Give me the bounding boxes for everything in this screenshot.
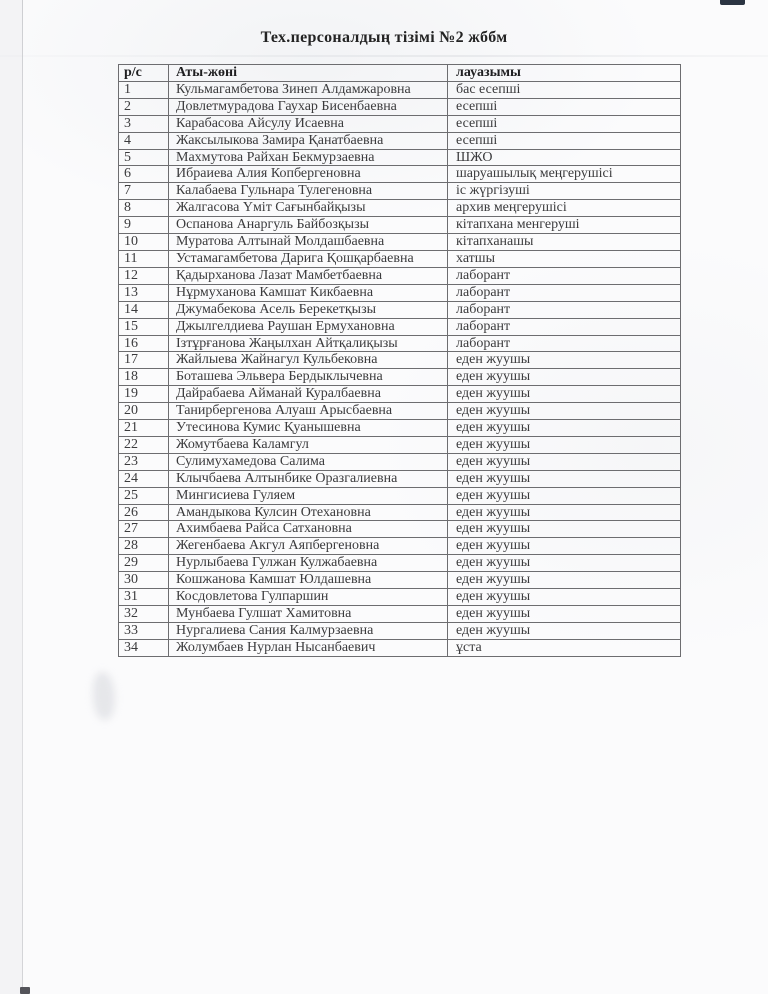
personnel-table	[118, 64, 681, 657]
person-position: есепші	[448, 132, 681, 149]
row-number: 12	[119, 267, 169, 284]
table-row	[119, 267, 681, 284]
person-position: архив меңгерушісі	[448, 200, 681, 217]
person-name: Оспанова Анаргуль Байбозқызы	[169, 217, 448, 234]
person-name: Боташева Эльвера Бердыклычевна	[169, 369, 448, 386]
person-name: Кошжанова Камшат Юлдашевна	[169, 572, 448, 589]
table-row	[119, 622, 681, 639]
row-number: 10	[119, 234, 169, 251]
row-number: 6	[119, 166, 169, 183]
row-number: 25	[119, 487, 169, 504]
person-position: кітапхана менгеруші	[448, 217, 681, 234]
person-position: лаборант	[448, 284, 681, 301]
table-row	[119, 504, 681, 521]
table-row	[119, 284, 681, 301]
table-row	[119, 436, 681, 453]
row-number: 26	[119, 504, 169, 521]
row-number: 21	[119, 420, 169, 437]
person-position: еден жуушы	[448, 487, 681, 504]
person-name: Ізтұрғанова Жаңылхан Айтқалиқызы	[169, 335, 448, 352]
person-position: еден жуушы	[448, 538, 681, 555]
table-row	[119, 555, 681, 572]
table-row	[119, 420, 681, 437]
table-row	[119, 606, 681, 623]
person-name: Жомутбаева Каламгул	[169, 436, 448, 453]
person-position: еден жуушы	[448, 453, 681, 470]
scan-streak	[0, 55, 768, 57]
person-position: еден жуушы	[448, 386, 681, 403]
row-number: 19	[119, 386, 169, 403]
column-header-number: р/с	[119, 65, 169, 82]
table-row	[119, 403, 681, 420]
row-number: 34	[119, 639, 169, 656]
scan-artifact-bottom-left	[20, 987, 30, 994]
person-name: Жалгасова Үміт Сағынбайқызы	[169, 200, 448, 217]
table-row	[119, 352, 681, 369]
row-number: 11	[119, 250, 169, 267]
person-position: ШЖО	[448, 149, 681, 166]
table-row	[119, 98, 681, 115]
row-number: 15	[119, 318, 169, 335]
scan-left-margin	[0, 0, 22, 994]
table-header-row	[119, 65, 681, 82]
row-number: 5	[119, 149, 169, 166]
table-row	[119, 521, 681, 538]
person-name: Амандыкова Кулсин Отехановна	[169, 504, 448, 521]
person-name: Устамагамбетова Дарига Қошқарбаевна	[169, 250, 448, 267]
row-number: 14	[119, 301, 169, 318]
person-position: еден жуушы	[448, 504, 681, 521]
row-number: 28	[119, 538, 169, 555]
row-number: 32	[119, 606, 169, 623]
table-row	[119, 318, 681, 335]
person-position: кітапханашы	[448, 234, 681, 251]
person-name: Танирбергенова Алуаш Арысбаевна	[169, 403, 448, 420]
column-header-position: лауазымы	[448, 65, 681, 82]
table-row	[119, 453, 681, 470]
person-name: Муратова Алтынай Молдашбаевна	[169, 234, 448, 251]
table-row	[119, 149, 681, 166]
person-name: Джылгелдиева Раушан Ермухановна	[169, 318, 448, 335]
person-position: еден жуушы	[448, 470, 681, 487]
person-name: Жайлыева Жайнагул Кульбековна	[169, 352, 448, 369]
person-name: Калабаева Гульнара Тулегеновна	[169, 183, 448, 200]
person-position: лаборант	[448, 335, 681, 352]
person-name: Джумабекова Асель Берекетқызы	[169, 301, 448, 318]
row-number: 17	[119, 352, 169, 369]
table-row	[119, 81, 681, 98]
table-row	[119, 301, 681, 318]
person-position: еден жуушы	[448, 352, 681, 369]
person-position: ұста	[448, 639, 681, 656]
person-name: Дайрабаева Айманай Куралбаевна	[169, 386, 448, 403]
row-number: 1	[119, 81, 169, 98]
person-position: еден жуушы	[448, 555, 681, 572]
document-title: Тех.персоналдың тізімі №2 жббм	[260, 29, 508, 46]
person-position: еден жуушы	[448, 436, 681, 453]
person-position: лаборант	[448, 318, 681, 335]
table-row	[119, 369, 681, 386]
person-position: еден жуушы	[448, 521, 681, 538]
row-number: 18	[119, 369, 169, 386]
person-name: Ибраиева Алия Копбергеновна	[169, 166, 448, 183]
person-position: шаруашылық меңгерушісі	[448, 166, 681, 183]
row-number: 9	[119, 217, 169, 234]
row-number: 4	[119, 132, 169, 149]
row-number: 31	[119, 589, 169, 606]
table-body	[119, 81, 681, 656]
table-row	[119, 589, 681, 606]
person-name: Мингисиева Гуляем	[169, 487, 448, 504]
column-header-name: Аты-жөні	[169, 65, 448, 82]
person-name: Нұрмуханова Камшат Кикбаевна	[169, 284, 448, 301]
table-row	[119, 234, 681, 251]
table-row	[119, 538, 681, 555]
person-position: еден жуушы	[448, 622, 681, 639]
row-number: 20	[119, 403, 169, 420]
person-position: есепші	[448, 115, 681, 132]
row-number: 30	[119, 572, 169, 589]
person-position: еден жуушы	[448, 369, 681, 386]
table-row	[119, 572, 681, 589]
table-row	[119, 335, 681, 352]
table-header	[119, 65, 681, 82]
row-number: 2	[119, 98, 169, 115]
person-name: Махмутова Райхан Бекмурзаевна	[169, 149, 448, 166]
person-name: Жаксылыкова Замира Қанатбаевна	[169, 132, 448, 149]
person-name: Кульмагамбетова Зинеп Алдамжаровна	[169, 81, 448, 98]
table-row	[119, 470, 681, 487]
row-number: 29	[119, 555, 169, 572]
person-name: Довлетмурадова Гаухар Бисенбаевна	[169, 98, 448, 115]
table-row	[119, 183, 681, 200]
table-row	[119, 200, 681, 217]
row-number: 16	[119, 335, 169, 352]
scan-artifact-top-right	[720, 0, 745, 5]
table-row	[119, 639, 681, 656]
person-name: Мунбаева Гулшат Хамитовна	[169, 606, 448, 623]
person-name: Утесинова Кумис Қуанышевна	[169, 420, 448, 437]
table-row	[119, 115, 681, 132]
table-row	[119, 217, 681, 234]
person-name: Карабасова Айсулу Исаевна	[169, 115, 448, 132]
row-number: 22	[119, 436, 169, 453]
table-row	[119, 132, 681, 149]
person-position: бас есепші	[448, 81, 681, 98]
row-number: 27	[119, 521, 169, 538]
row-number: 33	[119, 622, 169, 639]
table-row	[119, 487, 681, 504]
person-position: іс жүргізуші	[448, 183, 681, 200]
person-position: еден жуушы	[448, 589, 681, 606]
person-position: еден жуушы	[448, 420, 681, 437]
row-number: 13	[119, 284, 169, 301]
row-number: 7	[119, 183, 169, 200]
person-position: еден жуушы	[448, 572, 681, 589]
person-name: Қадырханова Лазат Мамбетбаевна	[169, 267, 448, 284]
person-name: Косдовлетова Гулпаршин	[169, 589, 448, 606]
person-name: Жолумбаев Нурлан Нысанбаевич	[169, 639, 448, 656]
table-row	[119, 386, 681, 403]
person-name: Клычбаева Алтынбике Оразгалиевна	[169, 470, 448, 487]
person-name: Нурлыбаева Гулжан Кулжабаевна	[169, 555, 448, 572]
person-name: Нургалиева Сания Калмурзаевна	[169, 622, 448, 639]
scan-smudge	[93, 672, 115, 720]
row-number: 23	[119, 453, 169, 470]
person-position: лаборант	[448, 301, 681, 318]
row-number: 8	[119, 200, 169, 217]
person-position: есепші	[448, 98, 681, 115]
person-position: еден жуушы	[448, 606, 681, 623]
row-number: 3	[119, 115, 169, 132]
person-name: Жегенбаева Акгул Аяпбергеновна	[169, 538, 448, 555]
row-number: 24	[119, 470, 169, 487]
person-name: Ахимбаева Райса Сатхановна	[169, 521, 448, 538]
person-position: лаборант	[448, 267, 681, 284]
table-row	[119, 250, 681, 267]
table-row	[119, 166, 681, 183]
person-name: Сулимухамедова Салима	[169, 453, 448, 470]
person-position: хатшы	[448, 250, 681, 267]
scan-edge-line	[22, 0, 23, 994]
person-position: еден жуушы	[448, 403, 681, 420]
